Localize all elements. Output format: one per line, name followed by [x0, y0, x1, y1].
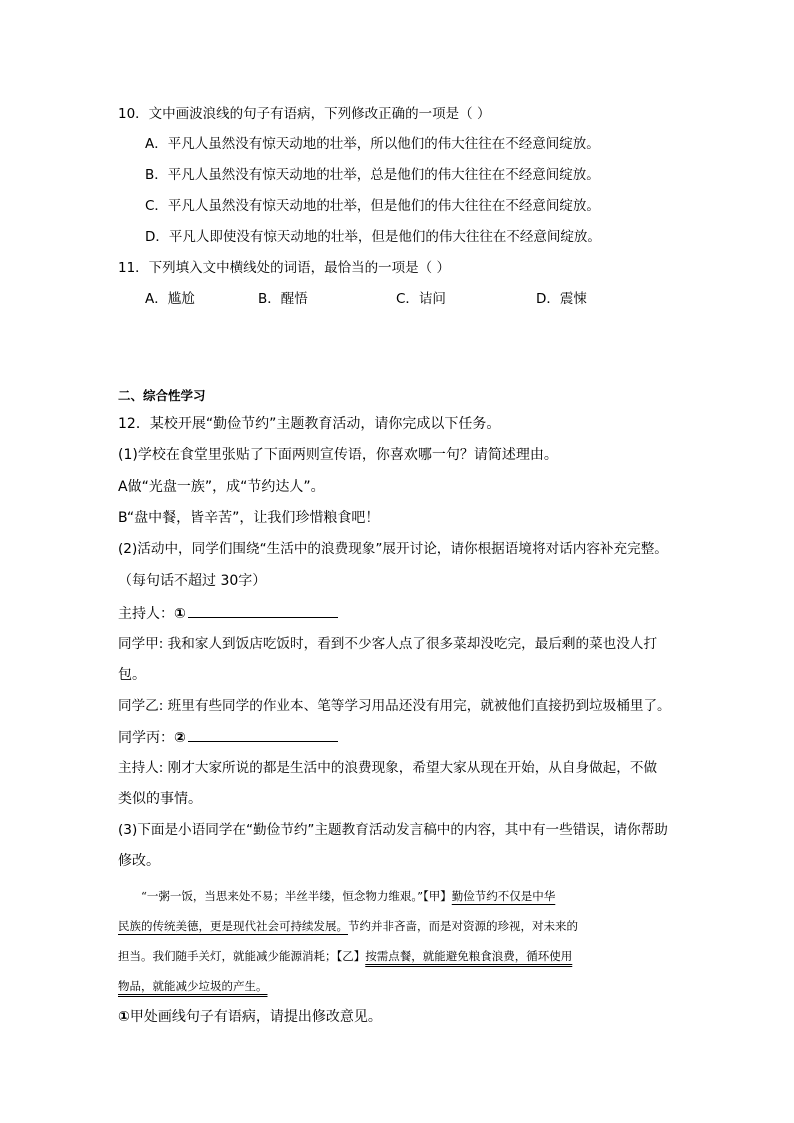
circle-number-1: ① [174, 606, 186, 622]
q12-part2-note: （每句话不超过 30字） [118, 573, 267, 589]
q10-option-a: A．平凡人虽然没有惊天动地的壮举，所以他们的伟大往往在不经意间绽放。 [145, 136, 600, 152]
slogan-b: B“盘中餐，皆辛苦”，让我们珍惜粮食吧！ [118, 510, 380, 526]
q12-part1: (1)学校在食堂里张贴了下面两则宣传语，你喜欢哪一句？请简述理由。 [118, 447, 558, 463]
section-title: 二、综合性学习 [118, 388, 206, 403]
task-1-text: 甲处画线句子有语病，请提出修改意见。 [129, 1009, 382, 1025]
q10-stem: 10．文中画波浪线的句子有语病，下列修改正确的一项是（ ） [118, 106, 491, 122]
speech-text: “一粥一饭，当思来处不易；半丝半缕，恒念物力维艰。”【甲】 [118, 889, 452, 903]
circle-number-task1: ① [118, 1009, 130, 1025]
q11-stem: 11．下列填入文中横线处的词语，最恰当的一项是（ ） [118, 260, 450, 276]
speech-underline-jia: 勤俭节约不仅是中华 [451, 889, 556, 903]
q11-option-c: C．诘问 [396, 291, 446, 307]
q12-part2: (2)活动中，同学们围绕“生活中的浪费现象”展开讨论，请你根据语境将对话内容补充完整。 [118, 541, 668, 557]
host-line-2b: 类似的事情。 [118, 791, 202, 807]
q12-stem: 12．某校开展“勤俭节约”主题教育活动，请你完成以下任务。 [118, 416, 501, 432]
student-c-line [118, 727, 338, 748]
q12-part3: (3)下面是小语同学在“勤俭节约”主题教育活动发言稿中的内容，其中有一些错误，请你帮助 [118, 822, 668, 838]
speech-underline-jia-cont: 民族的传统美德，更是现代社会可持续发展。 [118, 919, 348, 933]
slogan-a: A做“光盘一族”，成“节约达人”。 [118, 479, 325, 495]
speech-text: 担当。我们随手关灯，就能减少能源消耗；【乙】 [118, 949, 366, 963]
q11-options [0, 289, 794, 309]
host-line-1 [118, 603, 338, 624]
speech-underline-yi: 按需点餐，就能避免粮食浪费，循环使用 [365, 949, 573, 963]
q10-option-d: D．平凡人即使没有惊天动地的壮举，但是他们的伟大往往在不经意间绽放。 [145, 229, 601, 245]
answer-blank-1[interactable] [188, 603, 338, 618]
speech-text: 节约并非吝啬，而是对资源的珍视，对未来的 [348, 919, 578, 933]
q12-part3-cont: 修改。 [118, 853, 160, 869]
speech-line-3 [118, 941, 678, 971]
host-line-2a: 主持人: 刚才大家所说的都是生活中的浪费现象，希望大家从现在开始，从自身做起，不做 [118, 760, 658, 776]
student-c-label: 同学丙： [118, 730, 174, 746]
q11-option-a: A．尴尬 [145, 291, 195, 307]
student-a-line-2: 包。 [118, 667, 146, 683]
student-a-line-1: 同学甲: 我和家人到饭店吃饭时，看到不少客人点了很多菜却没吃完，最后剩的菜也没人打 [118, 636, 658, 652]
q11-option-b: B．醒悟 [258, 291, 308, 307]
q10-option-b: B．平凡人虽然没有惊天动地的壮举，总是他们的伟大往往在不经意间绽放。 [145, 167, 600, 183]
speech-line-2 [118, 911, 678, 941]
student-b-line: 同学乙: 班里有些同学的作业本、笔等学习用品还没有用完，就被他们直接扔到垃圾桶里了。 [118, 698, 671, 714]
speech-line-4 [118, 971, 678, 1001]
q10-option-c: C．平凡人虽然没有惊天动地的壮举，但是他们的伟大往往在不经意间绽放。 [145, 198, 600, 214]
circle-number-2: ② [174, 730, 186, 746]
speech-underline-yi-cont: 物品，就能减少垃圾的产生。 [118, 979, 268, 993]
host-label: 主持人： [118, 606, 174, 622]
answer-blank-2[interactable] [188, 727, 338, 742]
q11-option-d: D．震悚 [536, 291, 587, 307]
speech-line-1 [118, 881, 678, 911]
task-1 [118, 1007, 382, 1027]
